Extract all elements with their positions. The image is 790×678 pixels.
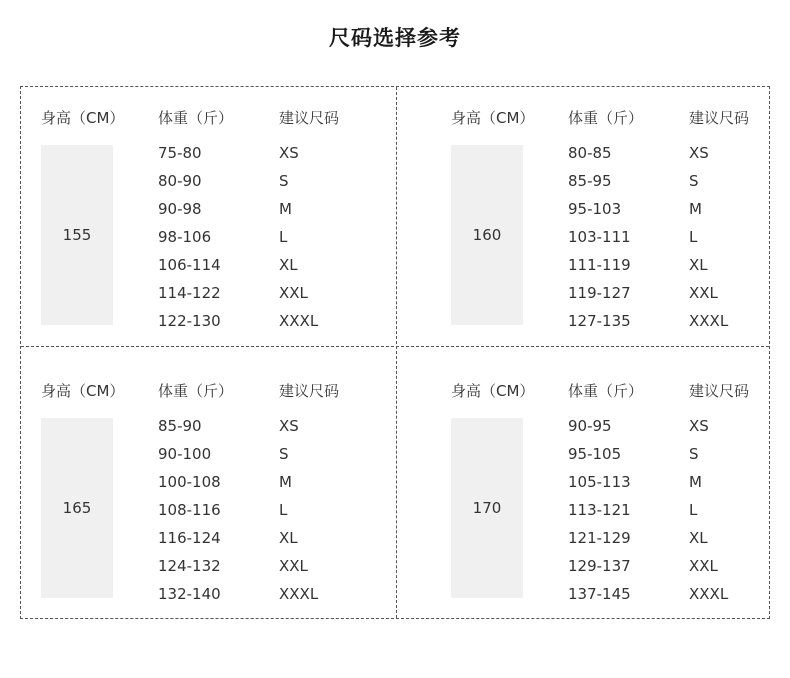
weight-range: 90-95 bbox=[568, 417, 612, 435]
table-row bbox=[158, 195, 378, 223]
weight-range: 100-108 bbox=[158, 473, 221, 491]
weight-range: 127-135 bbox=[568, 312, 631, 330]
size-label: L bbox=[689, 228, 698, 246]
weight-range: 124-132 bbox=[158, 557, 221, 575]
header-size: 建议尺码 bbox=[689, 382, 750, 400]
weight-range: 122-130 bbox=[158, 312, 221, 330]
size-group-160 bbox=[431, 87, 790, 347]
size-label: S bbox=[689, 445, 699, 463]
weight-range: 137-145 bbox=[568, 585, 631, 603]
size-label: XS bbox=[279, 417, 299, 435]
size-label: XXXL bbox=[279, 585, 319, 603]
size-rows bbox=[568, 139, 788, 335]
header-weight: 体重（斤） bbox=[568, 382, 644, 400]
table-row bbox=[568, 139, 788, 167]
table-row bbox=[158, 139, 378, 167]
weight-range: 98-106 bbox=[158, 228, 212, 246]
size-label: M bbox=[279, 200, 292, 218]
table-row bbox=[158, 307, 378, 335]
weight-range: 80-90 bbox=[158, 172, 202, 190]
size-label: S bbox=[279, 445, 289, 463]
table-row bbox=[568, 412, 788, 440]
size-rows bbox=[568, 412, 788, 608]
header-size: 建议尺码 bbox=[279, 382, 340, 400]
header-weight: 体重（斤） bbox=[158, 382, 234, 400]
table-row bbox=[158, 440, 378, 468]
table-row bbox=[158, 468, 378, 496]
size-label: S bbox=[689, 172, 699, 190]
size-label: M bbox=[689, 200, 702, 218]
weight-range: 114-122 bbox=[158, 284, 221, 302]
weight-range: 80-85 bbox=[568, 144, 612, 162]
table-row bbox=[568, 223, 788, 251]
size-label: XXL bbox=[689, 284, 718, 302]
table-row bbox=[158, 580, 378, 608]
size-label: M bbox=[279, 473, 292, 491]
table-row bbox=[568, 468, 788, 496]
weight-range: 132-140 bbox=[158, 585, 221, 603]
weight-range: 113-121 bbox=[568, 501, 631, 519]
table-row bbox=[158, 412, 378, 440]
size-group-165 bbox=[21, 360, 391, 620]
table-row bbox=[568, 524, 788, 552]
weight-range: 95-105 bbox=[568, 445, 622, 463]
size-label: M bbox=[689, 473, 702, 491]
weight-range: 105-113 bbox=[568, 473, 631, 491]
size-rows bbox=[158, 139, 378, 335]
table-row bbox=[568, 279, 788, 307]
header-height: 身高（CM） bbox=[451, 109, 535, 127]
weight-range: 75-80 bbox=[158, 144, 202, 162]
weight-range: 106-114 bbox=[158, 256, 221, 274]
table-row bbox=[568, 307, 788, 335]
size-chart bbox=[20, 86, 770, 619]
table-row bbox=[158, 223, 378, 251]
size-label: L bbox=[689, 501, 698, 519]
header-weight: 体重（斤） bbox=[158, 109, 234, 127]
weight-range: 119-127 bbox=[568, 284, 631, 302]
weight-range: 85-90 bbox=[158, 417, 202, 435]
table-row bbox=[568, 496, 788, 524]
size-rows bbox=[158, 412, 378, 608]
size-label: XXL bbox=[279, 557, 308, 575]
weight-range: 103-111 bbox=[568, 228, 631, 246]
size-label: XXXL bbox=[279, 312, 319, 330]
size-label: XL bbox=[279, 256, 298, 274]
size-group-155 bbox=[21, 87, 391, 347]
height-cell: 170 bbox=[451, 418, 523, 598]
header-weight: 体重（斤） bbox=[568, 109, 644, 127]
table-row bbox=[568, 251, 788, 279]
size-label: XS bbox=[279, 144, 299, 162]
weight-range: 85-95 bbox=[568, 172, 612, 190]
table-row bbox=[158, 251, 378, 279]
weight-range: 116-124 bbox=[158, 529, 221, 547]
weight-range: 129-137 bbox=[568, 557, 631, 575]
size-label: XL bbox=[689, 256, 708, 274]
height-cell: 160 bbox=[451, 145, 523, 325]
table-row bbox=[158, 524, 378, 552]
size-label: XS bbox=[689, 144, 709, 162]
header-height: 身高（CM） bbox=[41, 109, 125, 127]
page-title: 尺码选择参考 bbox=[329, 26, 461, 50]
table-row bbox=[568, 195, 788, 223]
size-label: L bbox=[279, 228, 288, 246]
size-label: XL bbox=[279, 529, 298, 547]
weight-range: 95-103 bbox=[568, 200, 622, 218]
size-group-170 bbox=[431, 360, 790, 620]
table-row bbox=[158, 496, 378, 524]
weight-range: 121-129 bbox=[568, 529, 631, 547]
header-size: 建议尺码 bbox=[689, 109, 750, 127]
weight-range: 108-116 bbox=[158, 501, 221, 519]
weight-range: 111-119 bbox=[568, 256, 631, 274]
size-label: L bbox=[279, 501, 288, 519]
table-row bbox=[158, 279, 378, 307]
divider-vertical bbox=[396, 87, 397, 618]
table-row bbox=[158, 552, 378, 580]
size-label: S bbox=[279, 172, 289, 190]
size-label: XXXL bbox=[689, 585, 729, 603]
size-label: XL bbox=[689, 529, 708, 547]
size-label: XS bbox=[689, 417, 709, 435]
table-row bbox=[568, 167, 788, 195]
weight-range: 90-98 bbox=[158, 200, 202, 218]
height-cell: 155 bbox=[41, 145, 113, 325]
table-row bbox=[568, 580, 788, 608]
table-row bbox=[568, 440, 788, 468]
height-cell: 165 bbox=[41, 418, 113, 598]
table-row bbox=[158, 167, 378, 195]
header-size: 建议尺码 bbox=[279, 109, 340, 127]
table-row bbox=[568, 552, 788, 580]
header-height: 身高（CM） bbox=[41, 382, 125, 400]
weight-range: 90-100 bbox=[158, 445, 212, 463]
size-label: XXXL bbox=[689, 312, 729, 330]
size-label: XXL bbox=[689, 557, 718, 575]
header-height: 身高（CM） bbox=[451, 382, 535, 400]
size-label: XXL bbox=[279, 284, 308, 302]
